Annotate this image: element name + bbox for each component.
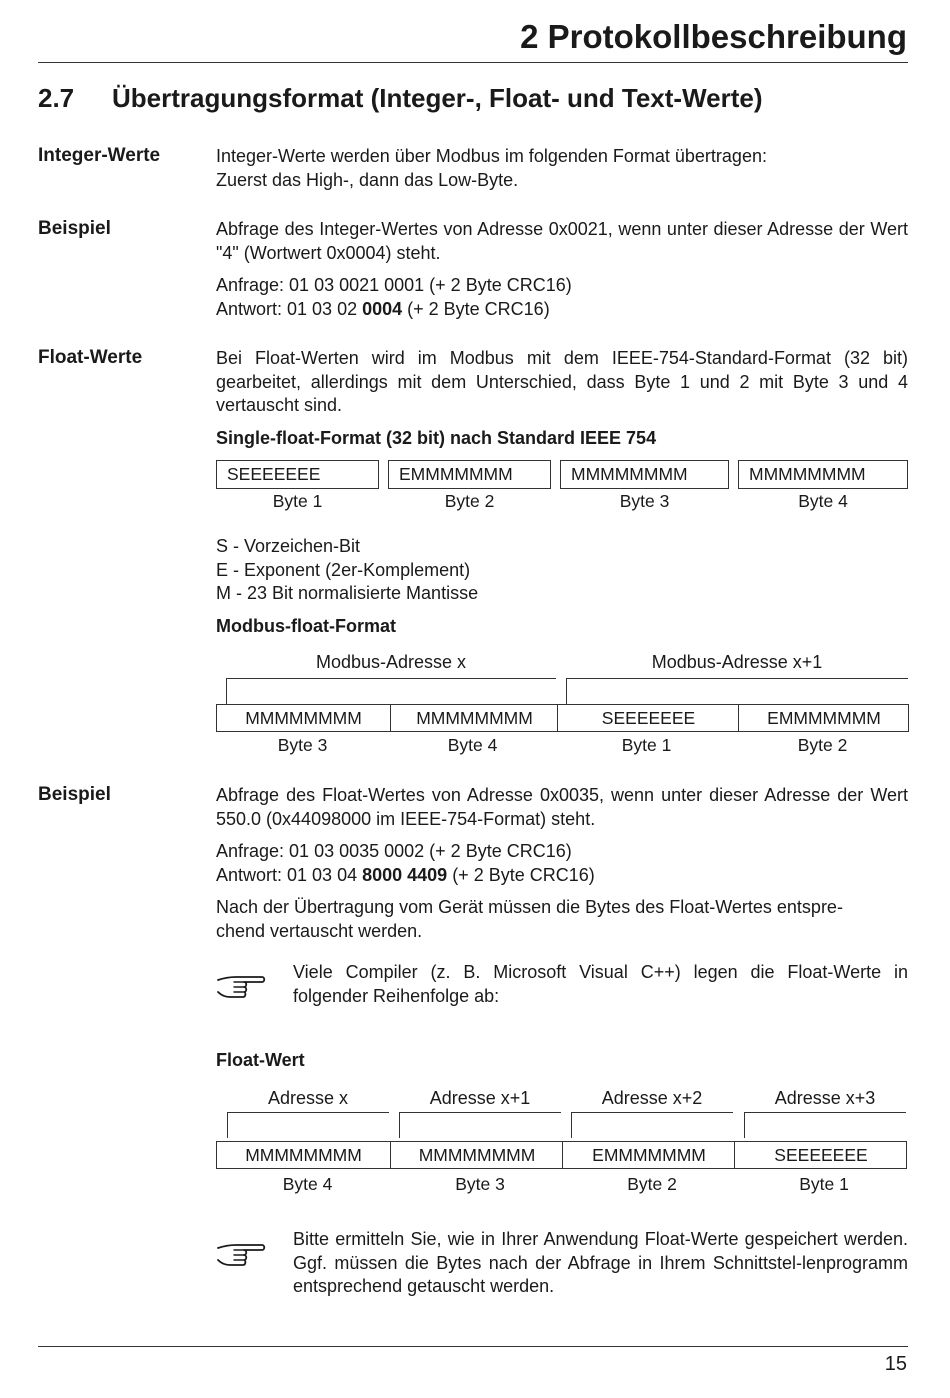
modbus-float-cell-1: MMMMMMMM — [245, 708, 362, 728]
float-value-strip — [216, 1141, 907, 1169]
modbus-float-caption-1: Byte 3 — [277, 735, 328, 755]
modbus-address-x1: Modbus-Adresse x+1 — [651, 652, 823, 672]
single-float-caption-3: Byte 3 — [619, 491, 670, 511]
chapter-title: 2 Protokollbeschreibung — [520, 18, 907, 55]
address-x3-bracket — [744, 1112, 906, 1138]
float-value-caption-1: Byte 4 — [282, 1174, 333, 1194]
example2-response-prefix: Antwort: 01 03 04 — [216, 864, 363, 885]
single-float-caption-2: Byte 2 — [444, 491, 495, 511]
example1-request: Anfrage: 01 03 0021 0001 (+ 2 Byte CRC16) — [216, 275, 572, 295]
modbus-float-caption-2: Byte 4 — [447, 735, 498, 755]
modbus-address-x-bracket — [226, 678, 556, 704]
example2-response-bold: 8000 4409 — [362, 864, 448, 885]
modbus-float-heading: Modbus-float-Format — [216, 616, 396, 636]
single-float-box-4: MMMMMMMM — [738, 460, 908, 489]
example1-label: Beispiel — [38, 218, 111, 239]
integer-line-1: Integer-Werte werden über Modbus im folgenden Format übertragen: — [216, 146, 767, 166]
example2-response — [216, 864, 908, 888]
address-x-bracket — [227, 1112, 389, 1138]
float-value-caption-4: Byte 1 — [799, 1174, 849, 1194]
float-label: Float-Werte — [38, 347, 143, 368]
float-value-caption-3: Byte 2 — [627, 1174, 677, 1194]
legend-sign: S - Vorzeichen-Bit — [216, 536, 361, 556]
modbus-address-x1-bracket — [566, 678, 908, 704]
example2-after — [216, 896, 908, 943]
legend-exponent: E - Exponent (2er-Komplement) — [216, 559, 471, 580]
example1-telegram — [216, 274, 908, 321]
float-value-heading: Float-Wert — [216, 1050, 305, 1070]
example2-after-line-1: Nach der Übertragung vom Gerät müssen die Bytes des Float-Wertes entspre- — [216, 897, 843, 917]
integer-label: Integer-Werte — [38, 145, 161, 166]
single-float-box-1: SEEEEEEE — [216, 460, 379, 489]
integer-line-2: Zuerst das High-, dann das Low-Byte. — [216, 169, 519, 190]
float-value-cell-2: MMMMMMMM — [390, 1142, 563, 1168]
example1-text: Abfrage des Integer-Wertes von Adresse 0x0021, wenn unter dieser Adresse der Wert "4" (Wortwert 0x0004) steht. — [216, 219, 908, 263]
single-float-caption-4: Byte 4 — [798, 491, 848, 511]
address-x1-bracket — [399, 1112, 561, 1138]
pointing-hand-icon — [216, 1240, 266, 1270]
legend-mantissa: M - 23 Bit normalisierte Mantisse — [216, 583, 479, 603]
header-rule — [38, 62, 908, 63]
bit-legend — [216, 535, 908, 606]
modbus-float-caption-4: Byte 2 — [797, 735, 848, 755]
note-byte-order: Bitte ermitteln Sie, wie in Ihrer Anwendung Float-Werte gespeichert werden. Ggf. müssen die Bytes nach der Abfrage in Ihrem Schnittstel-lenprogramm entsprechend getauscht werden. — [293, 1229, 908, 1296]
modbus-float-strip — [216, 704, 909, 732]
address-x: Adresse x — [267, 1088, 349, 1108]
example1-response-suffix: (+ 2 Byte CRC16) — [402, 298, 550, 319]
example2-after-line-2: chend vertauscht werden. — [216, 920, 423, 941]
note-compiler: Viele Compiler (z. B. Microsoft Visual C++) legen die Float-Werte in folgender Reihenfolge ab: — [293, 962, 908, 1006]
integer-text — [216, 145, 908, 192]
pointing-hand-icon — [216, 972, 266, 1002]
section-number: 2.7 — [38, 83, 75, 113]
address-x1: Adresse x+1 — [429, 1088, 531, 1108]
example1-response-bold: 0004 — [362, 298, 403, 319]
page-number: 15 — [884, 1353, 907, 1375]
section-title: Übertragungsformat (Integer-, Float- und Text-Werte) — [112, 83, 763, 113]
example2-label: Beispiel — [38, 784, 111, 805]
example2-response-suffix: (+ 2 Byte CRC16) — [447, 864, 595, 885]
address-x3: Adresse x+3 — [774, 1088, 876, 1108]
single-float-caption-1: Byte 1 — [272, 491, 323, 511]
address-x2: Adresse x+2 — [601, 1088, 703, 1108]
modbus-float-cell-4: EMMMMMMM — [738, 705, 909, 731]
single-float-box-3: MMMMMMMM — [560, 460, 729, 489]
modbus-address-x: Modbus-Adresse x — [315, 652, 467, 672]
address-x2-bracket — [571, 1112, 733, 1138]
modbus-float-cell-3: SEEEEEEE — [557, 705, 739, 731]
float-value-cell-3: EMMMMMMM — [562, 1142, 735, 1168]
single-float-box-2: EMMMMMMM — [388, 460, 551, 489]
example2-telegram — [216, 840, 908, 887]
section-heading — [38, 83, 763, 114]
single-float-heading: Single-float-Format (32 bit) nach Standard IEEE 754 — [216, 428, 657, 448]
example2-request: Anfrage: 01 03 0035 0002 (+ 2 Byte CRC16) — [216, 841, 572, 861]
example1-response — [216, 298, 908, 322]
float-value-caption-2: Byte 3 — [455, 1174, 505, 1194]
example2-text: Abfrage des Float-Wertes von Adresse 0x0035, wenn unter dieser Adresse der Wert 550.0 (0x44098000 im IEEE-754-Format) steht. — [216, 785, 908, 829]
footer-rule — [38, 1346, 908, 1347]
float-value-cell-1: MMMMMMMM — [245, 1145, 362, 1165]
example1-response-prefix: Antwort: 01 03 02 — [216, 298, 363, 319]
modbus-float-cell-2: MMMMMMMM — [390, 705, 558, 731]
modbus-float-caption-3: Byte 1 — [621, 735, 672, 755]
float-value-cell-4: SEEEEEEE — [734, 1142, 907, 1168]
float-text: Bei Float-Werten wird im Modbus mit dem IEEE-754-Standard-Format (32 bit) gearbeitet, allerdings mit dem Unterschied, dass Byte 1 und 2 mit Byte 3 und 4 vertauscht sind. — [216, 348, 908, 415]
